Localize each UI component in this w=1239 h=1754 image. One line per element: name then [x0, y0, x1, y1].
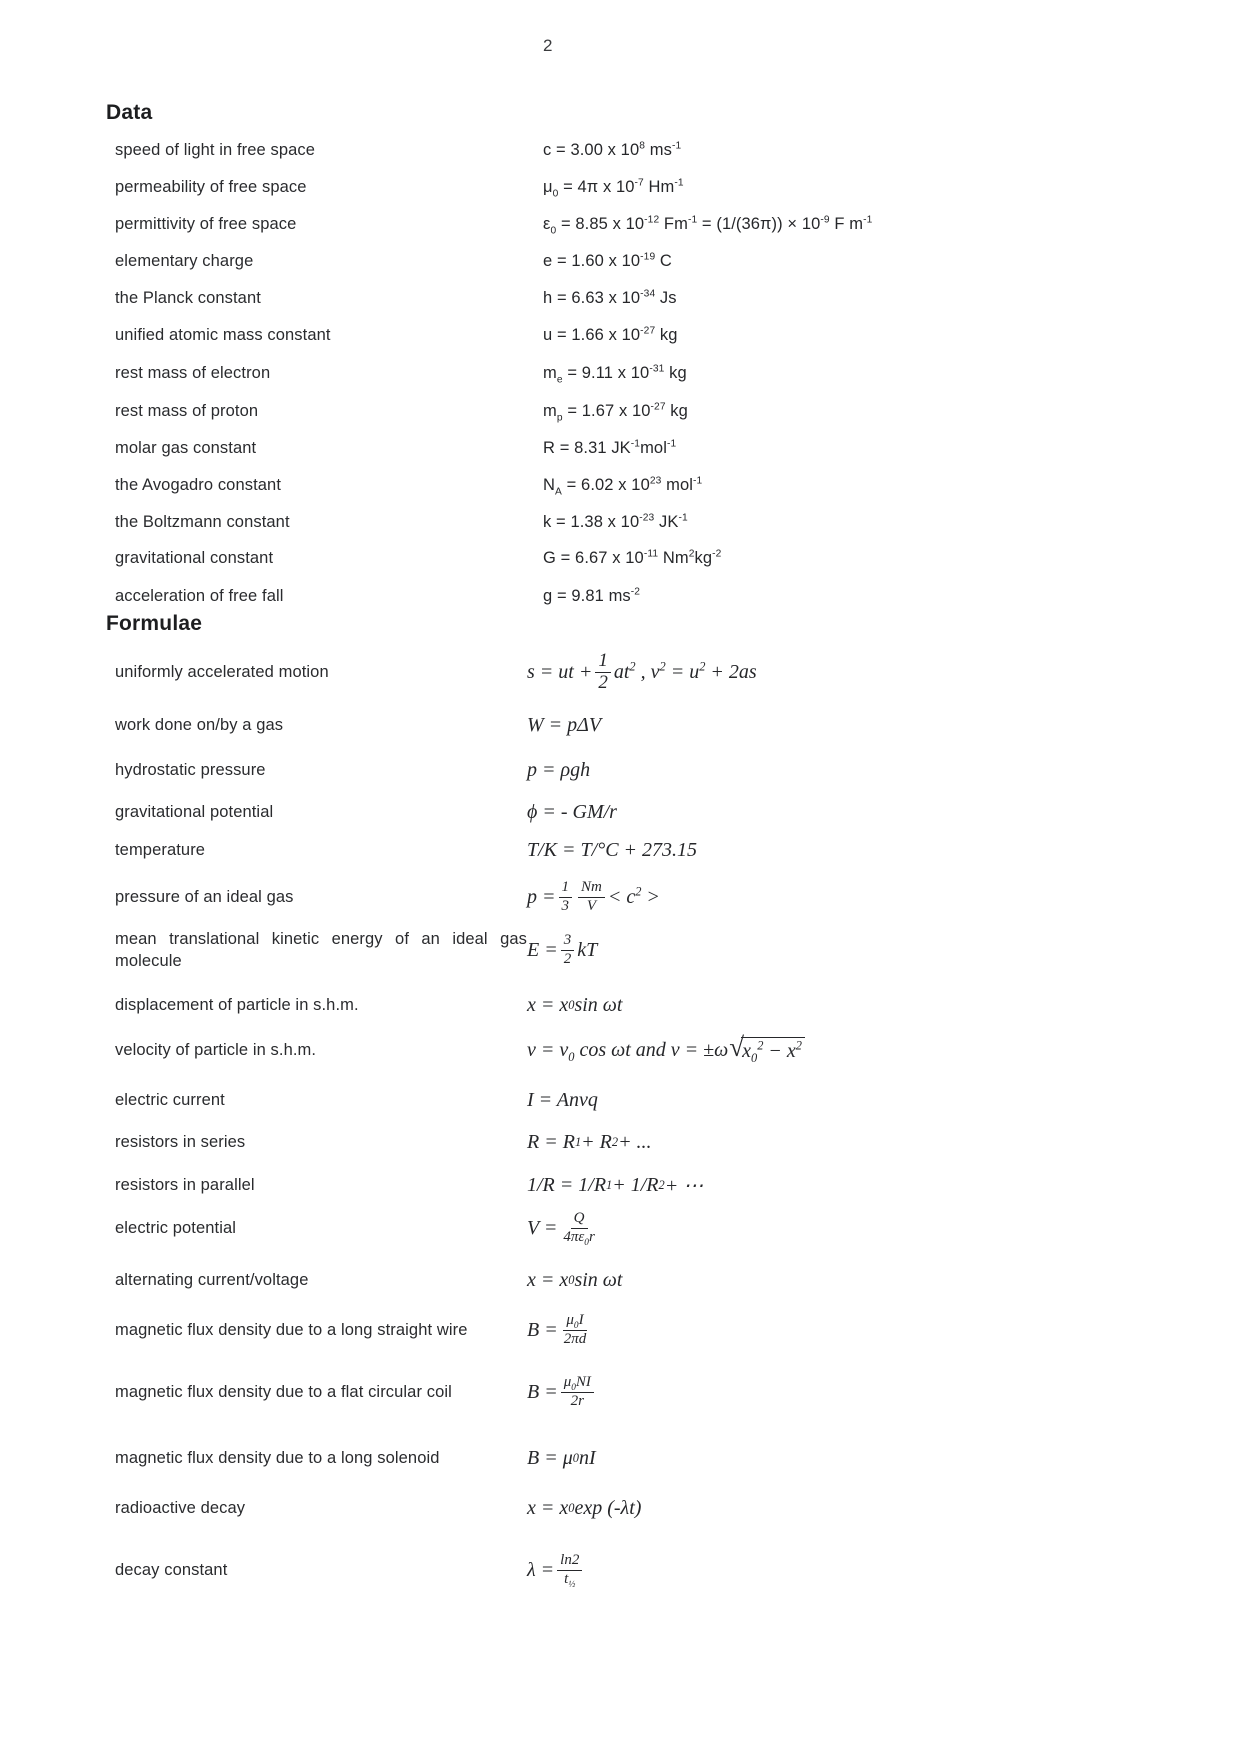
formula-label: radioactive decay — [115, 1498, 246, 1517]
formula-label: gravitational potential — [115, 802, 274, 821]
formula-label: magnetic flux density due to a long solenoid — [115, 1448, 440, 1467]
formula-expression: T/K = T/°C + 273.15 — [527, 838, 698, 861]
formula-row — [115, 1027, 805, 1073]
formula-row — [115, 634, 757, 710]
formula-label: hydrostatic pressure — [115, 760, 266, 779]
data-row — [115, 355, 687, 391]
data-label: gravitational constant — [115, 548, 274, 567]
fraction: $\frac{1}{3}$ — [559, 879, 573, 915]
formula-label: electric current — [115, 1090, 225, 1109]
data-section-heading: Data — [106, 101, 153, 124]
formula-expression: $v = v_0$ cos ωt and v = ±ω √ $x_0^2 - x^2$ — [527, 1037, 805, 1063]
radical-sign: √ — [729, 1032, 745, 1062]
formula-row — [115, 869, 660, 925]
formula-row — [115, 985, 622, 1025]
fraction: $\frac{1}{2}$ — [595, 651, 611, 694]
formula-expression: B = $\frac{\mu_0I}{2\pi d}$ — [527, 1312, 592, 1348]
data-value: k = 1.38 x $10^{-23}$ $JK^{-1}$ — [543, 512, 688, 531]
formula-row — [115, 705, 601, 745]
formula-row — [115, 792, 617, 832]
data-row — [115, 430, 676, 466]
square-root: √ $x_0^2 - x^2$ — [729, 1037, 805, 1063]
data-label: the Boltzmann constant — [115, 512, 290, 531]
data-value: $m_p = 1.67$ x $10^{-27}$ kg — [543, 401, 688, 423]
data-value: u = 1.66 x $10^{-27}$ kg — [543, 325, 678, 344]
formula-expression: B = $\frac{\mu_0NI}{2r}$ — [527, 1374, 597, 1410]
formula-label: work done on/by a gas — [115, 715, 284, 734]
data-value: G = 6.67 x $10^{-11}$ $Nm^2kg^{-2}$ — [543, 548, 722, 567]
formula-row — [115, 1199, 601, 1257]
formula-row — [115, 750, 590, 790]
data-label: unified atomic mass constant — [115, 325, 331, 344]
data-label: speed of light in free space — [115, 140, 316, 159]
data-row — [115, 467, 702, 503]
formula-row — [115, 1363, 597, 1421]
formula-expression: p = $\frac{1}{3}$ $\frac{Nm}{V}$ < $c^2$ > — [527, 879, 660, 914]
data-value: $N_A = 6.02$ x $10^{23}$ mol$^{-1}$ — [543, 475, 703, 497]
data-value: h = 6.63 x $10^{-34}$ Js — [543, 288, 677, 307]
formula-row — [115, 920, 597, 980]
formula-label: velocity of particle in s.h.m. — [115, 1040, 317, 1059]
formula-label: decay constant — [115, 1560, 228, 1579]
formula-label: mean translational kinetic energy of an ideal gas molecule — [115, 929, 527, 970]
formula-label: magnetic flux density due to a long straight wire — [115, 1320, 468, 1339]
formula-expression: x = x 0 sin ωt — [527, 993, 623, 1016]
data-row — [115, 243, 672, 279]
data-value: e = 1.60 x $10^{-19}$ C — [543, 251, 672, 270]
formula-label: temperature — [115, 840, 206, 859]
data-row — [115, 504, 688, 540]
data-label: permeability of free space — [115, 177, 307, 196]
data-label: the Planck constant — [115, 288, 261, 307]
formula-expression: x = x 0 sin ωt — [527, 1268, 623, 1291]
data-label: rest mass of electron — [115, 363, 271, 382]
fraction: $\frac{Nm}{V}$ — [578, 879, 605, 915]
formula-expression: x = x 0 exp (-λt) — [527, 1496, 642, 1519]
formula-row — [115, 1260, 622, 1300]
data-row — [115, 280, 677, 316]
fraction: $\frac{\mu_0NI}{2r}$ — [561, 1374, 594, 1410]
data-label: molar gas constant — [115, 438, 257, 457]
formula-label: pressure of an ideal gas — [115, 887, 294, 906]
formula-expression: E = $\frac{3}{2}$ kT — [527, 932, 598, 967]
formula-label: alternating current/voltage — [115, 1270, 309, 1289]
data-label: the Avogadro constant — [115, 475, 282, 494]
formula-row — [115, 1301, 592, 1359]
fraction: $\frac{3}{2}$ — [561, 932, 575, 968]
data-row — [115, 393, 688, 429]
data-row — [115, 540, 721, 576]
data-label: acceleration of free fall — [115, 586, 284, 605]
formula-label: magnetic flux density due to a flat circular coil — [115, 1382, 452, 1401]
formula-expression: R = R 1 + R 2 + ... — [527, 1130, 652, 1153]
formula-label: displacement of particle in s.h.m. — [115, 995, 359, 1014]
formula-expression: I = Anvq — [527, 1088, 598, 1111]
formula-expression: W = pΔV — [527, 713, 602, 736]
formula-expression: p = ρgh — [527, 758, 591, 781]
formula-row — [115, 830, 697, 870]
formula-expression: B = μ 0 nI — [527, 1446, 596, 1469]
formula-row — [115, 1080, 598, 1120]
formula-expression: λ = $\frac{\ln 2}{t_{\frac{1}{2}}}$ — [527, 1552, 585, 1588]
formula-row — [115, 1488, 641, 1528]
data-value: $\mu_0 = 4\pi$ x $10^{-7}$ $Hm^{-1}$ — [543, 177, 684, 199]
formula-row — [115, 1438, 596, 1478]
fraction: $\frac{\ln 2}{t_{\frac{1}{2}}}$ — [557, 1552, 582, 1588]
formula-label: uniformly accelerated motion — [115, 662, 329, 681]
formula-label: resistors in parallel — [115, 1175, 255, 1194]
formula-expression: ϕ = - GM/r — [527, 800, 617, 823]
formula-expression: V = $\frac{Q}{4\pi\varepsilon_0r}$ — [527, 1210, 601, 1246]
data-value: $m_e = 9.11$ x $10^{-31}$ kg — [543, 363, 687, 385]
data-label: elementary charge — [115, 251, 254, 270]
data-row — [115, 206, 872, 242]
data-value: $\varepsilon_0 = 8.85$ x $10^{-12}$ $Fm^{-1} = (1/(36\pi)) \times 10^{-9}$ F $m^{-1}$ — [543, 214, 873, 236]
data-row — [115, 578, 640, 614]
data-row — [115, 317, 678, 353]
data-value: R = 8.31 $JK^{-1}mol^{-1}$ — [543, 438, 677, 457]
formula-label: resistors in series — [115, 1132, 246, 1151]
data-row — [115, 132, 681, 168]
formula-expression: 1/R = 1/R 1 + 1/R 2 + ⋯ — [527, 1173, 704, 1197]
data-label: permittivity of free space — [115, 214, 297, 233]
formula-label: electric potential — [115, 1218, 237, 1237]
page-number: 2 — [543, 36, 553, 55]
data-value: g = 9.81 $ms^{-2}$ — [543, 586, 641, 605]
formula-row — [115, 1122, 652, 1162]
formulae-section-heading: Formulae — [106, 612, 203, 635]
fraction: $\frac{Q}{4\pi\varepsilon_0r}$ — [563, 1210, 595, 1248]
fraction: $\frac{\mu_0I}{2\pi d}$ — [563, 1312, 587, 1347]
data-label: rest mass of proton — [115, 401, 259, 420]
formula-row — [115, 1535, 585, 1605]
formula-expression: s = ut + $\frac{1}{2}$ $at^2$ , $v^2 = u^2 + 2as$ — [527, 649, 757, 693]
data-row — [115, 169, 684, 205]
data-value: c = 3.00 x $10^8$ $ms^{-1}$ — [543, 140, 682, 159]
